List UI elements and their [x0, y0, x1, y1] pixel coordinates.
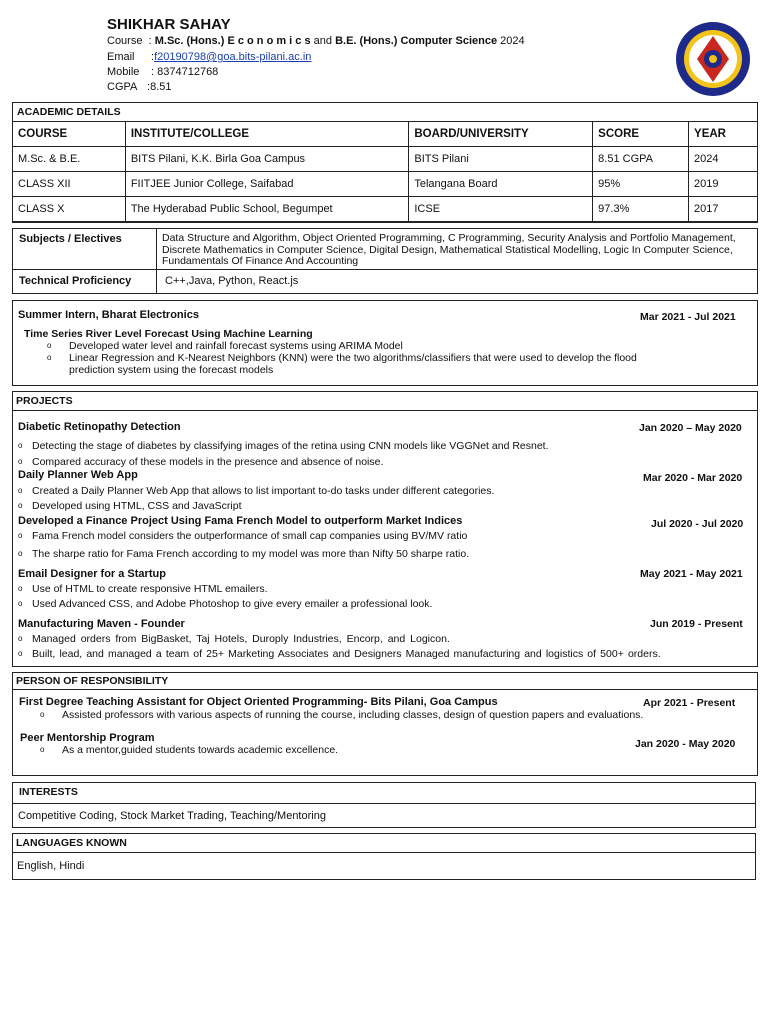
list-item: o Assisted professors with various aspects of running the course, including classes, design of question papers and evaluations. — [40, 709, 740, 721]
header-course: COURSE — [13, 122, 126, 147]
mobile-line — [107, 66, 218, 78]
list-item: o Detecting the stage of diabetes by classifying images of the retina using CNN models like VGGNet and Resnet. — [18, 440, 738, 452]
por-date: Apr 2021 - Present — [643, 697, 736, 709]
course-and: and — [313, 35, 333, 47]
projects-title: PROJECTS — [16, 395, 73, 407]
cgpa-value: 8.51 — [150, 81, 172, 93]
internship-role: Summer Intern, Bharat Electronics — [18, 309, 199, 321]
project-bullets — [18, 633, 748, 660]
header-year: YEAR — [689, 122, 758, 147]
list-item: o Use of HTML to create responsive HTML emailers. — [18, 583, 738, 595]
list-item: o Fama French model considers the outperformance of small cap companies using BV/MV ratio — [18, 530, 738, 542]
course-year: 2024 — [500, 35, 525, 47]
por-item-title: Peer Mentorship Program — [20, 732, 155, 744]
cell-score: 95% — [593, 172, 689, 197]
cell-score: 8.51 CGPA — [593, 147, 689, 172]
institute-logo — [674, 20, 752, 98]
course-line — [107, 35, 525, 47]
por-bullets — [40, 744, 640, 756]
project-name: Daily Planner Web App — [18, 469, 138, 481]
tech-value: C++,Java, Python, React.js — [165, 275, 299, 287]
table-row — [13, 172, 758, 197]
course-economics: E c o n o m i c s — [227, 35, 311, 47]
project-bullets — [18, 440, 738, 468]
por-bullets — [40, 709, 740, 721]
academic-table — [12, 121, 758, 222]
cell-institute: BITS Pilani, K.K. Birla Goa Campus — [125, 147, 409, 172]
candidate-name: SHIKHAR SAHAY — [107, 16, 231, 33]
cell-institute: The Hyderabad Public School, Begumpet — [125, 197, 409, 222]
mobile-value: 8374712768 — [157, 66, 219, 78]
colon: : — [147, 81, 151, 93]
divider — [12, 410, 758, 411]
project-name: Manufacturing Maven - Founder — [18, 618, 185, 630]
academic-title: ACADEMIC DETAILS — [17, 106, 121, 118]
cell-board: BITS Pilani — [409, 147, 593, 172]
cell-board: ICSE — [409, 197, 593, 222]
internship-date: Mar 2021 - Jul 2021 — [640, 311, 736, 323]
course-be: B.E. (Hons.) — [335, 35, 398, 47]
project-bullets — [18, 583, 738, 610]
list-item: o Developed using HTML, CSS and JavaScript — [18, 500, 738, 512]
internship-bullets — [47, 340, 647, 376]
colon: : — [151, 51, 155, 63]
project-bullets — [18, 530, 738, 560]
project-name: Email Designer for a Startup — [18, 568, 166, 580]
project-date: Jul 2020 - Jul 2020 — [651, 518, 744, 530]
colon: : — [145, 35, 152, 47]
por-title: PERSON OF RESPONSIBILITY — [16, 675, 169, 687]
cell-course: CLASS XII — [13, 172, 126, 197]
por-role: First Degree Teaching Assistant for — [19, 696, 204, 708]
divider — [12, 689, 758, 690]
subjects-value: Data Structure and Algorithm, Object Oriented Programming, C Programming, Security Analysis and Portfolio Management, Discrete Mathematics in Computer Science, Digital Design, Mathematical Statistical Modelling, Logic In Computer Science, Fundamentals Of Finance And Accounting — [162, 232, 736, 267]
email-line — [107, 51, 311, 63]
project-date: May 2021 - May 2021 — [640, 568, 743, 580]
header-score: SCORE — [593, 122, 689, 147]
list-item: o Compared accuracy of these models in the presence and absence of noise. — [18, 456, 738, 468]
por-item-title — [19, 696, 498, 708]
table-header-row — [13, 122, 758, 147]
interests-value: Competitive Coding, Stock Market Trading, Teaching/Mentoring — [18, 810, 326, 822]
subjects-label: Subjects / Electives — [19, 233, 122, 245]
table-row — [13, 147, 758, 172]
cell-institute: FIITJEE Junior College, Saifabad — [125, 172, 409, 197]
project-name: Developed a Finance Project Using Fama French Model to outperform Market Indices — [18, 515, 463, 527]
cell-year: 2024 — [689, 147, 758, 172]
cgpa-label: CGPA — [107, 81, 138, 93]
cell-year: 2019 — [689, 172, 758, 197]
crest-icon — [674, 20, 752, 98]
course-msc: M.Sc. (Hons.) — [154, 35, 225, 47]
cell-course: CLASS X — [13, 197, 126, 222]
languages-title: LANGUAGES KNOWN — [16, 837, 127, 849]
list-item: o As a mentor,guided students towards academic excellence. — [40, 744, 640, 756]
list-item: o Used Advanced CSS, and Adobe Photoshop to give every emailer a professional look. — [18, 598, 738, 610]
cell-year: 2017 — [689, 197, 758, 222]
list-item: o Developed water level and rainfall forecast systems using ARIMA Model — [47, 340, 647, 352]
list-item: o Linear Regression and K-Nearest Neighbors (KNN) were the two algorithms/classifiers that were used to develop the flood prediction system using the forecast models — [47, 352, 647, 376]
interests-title: INTERESTS — [19, 786, 78, 798]
divider — [156, 228, 157, 294]
table-row — [13, 197, 758, 222]
project-date: Jun 2019 - Present — [650, 618, 743, 630]
por-section — [12, 672, 758, 776]
course-label: Course — [107, 35, 143, 47]
divider — [12, 269, 758, 270]
cgpa-line — [107, 81, 171, 93]
header-board: BOARD/UNIVERSITY — [409, 122, 593, 147]
project-date: Mar 2020 - Mar 2020 — [643, 472, 743, 484]
list-item: o The sharpe ratio for Fama French according to my model was more than Nifty 50 sharpe ratio. — [18, 548, 738, 560]
cell-board: Telangana Board — [409, 172, 593, 197]
list-item: o Built, lead, and managed a team of 25+ Marketing Associates and Designers Managed manufacturing and logistics of 500+ orders. — [18, 648, 748, 660]
mobile-label: Mobile — [107, 66, 140, 78]
project-date: Jan 2020 – May 2020 — [639, 422, 742, 434]
list-item: o Created a Daily Planner Web App that allows to list important to-do tasks under different categories. — [18, 485, 738, 497]
cell-course: M.Sc. & B.E. — [13, 147, 126, 172]
internship-project: Time Series River Level Forecast Using Machine Learning — [24, 328, 313, 340]
cell-score: 97.3% — [593, 197, 689, 222]
email-label: Email — [107, 51, 135, 63]
project-name: Diabetic Retinopathy Detection — [18, 421, 181, 433]
course-cs: Computer Science — [400, 35, 498, 47]
colon: : — [151, 66, 155, 78]
por-course: Object Oriented Programming- Bits Pilani, Goa Campus — [206, 696, 498, 708]
email-link[interactable]: f20190798@goa.bits-pilani.ac.in — [154, 51, 312, 63]
por-date: Jan 2020 - May 2020 — [635, 738, 736, 750]
divider — [12, 852, 756, 853]
header-institute: INSTITUTE/COLLEGE — [125, 122, 409, 147]
divider — [12, 803, 756, 804]
tech-label: Technical Proficiency — [19, 275, 132, 287]
list-item: o Managed orders from BigBasket, Taj Hotels, Duroply Industries, Encorp, and Logicon. — [18, 633, 748, 645]
project-bullets — [18, 485, 738, 512]
languages-value: English, Hindi — [17, 860, 85, 872]
